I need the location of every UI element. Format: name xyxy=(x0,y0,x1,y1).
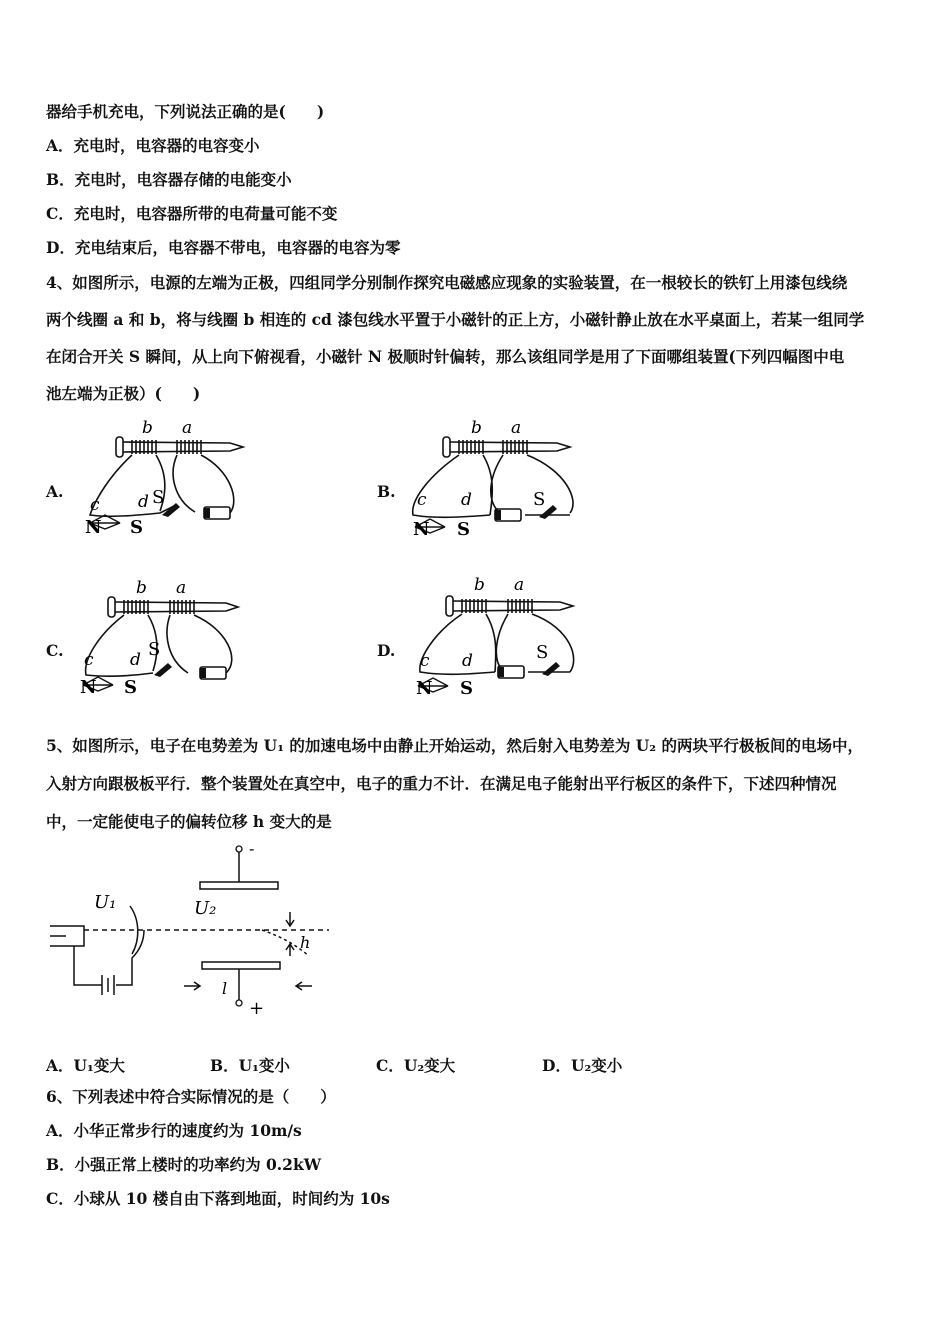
q6-option-b: B．小强正常上楼时的功率约为 0.2kW xyxy=(46,1155,322,1174)
q5-option-b: B．U₁变小 xyxy=(210,1056,290,1075)
fig-a-label-c: c xyxy=(90,495,100,515)
q6-stem: 6、下列表述中符合实际情况的是（ ） xyxy=(46,1087,336,1106)
q6-option-a: A．小华正常步行的速度约为 10m/s xyxy=(46,1121,302,1140)
fig-b-label-s-switch: S xyxy=(533,489,546,510)
fig-c-label-s-switch: S xyxy=(148,639,161,660)
q5-stem-line-3: 中，一定能使电子的偏转位移 h 变大的是 xyxy=(46,812,332,831)
q4-figure-a xyxy=(80,415,250,545)
fig-c-label-d: d xyxy=(130,650,141,670)
fig-b-label-s: S xyxy=(457,519,470,540)
q3-option-c: C．充电时，电容器所带的电荷量可能不变 xyxy=(46,204,338,223)
q3-stem-tail: 器给手机充电，下列说法正确的是( ) xyxy=(46,102,325,121)
fig-d-label-b: b xyxy=(474,575,485,595)
q5-figure-label-minus: - xyxy=(249,840,255,858)
q4-figure-label-a: A. xyxy=(46,482,64,501)
q6-option-c: C．小球从 10 楼自由下落到地面，时间约为 10s xyxy=(46,1189,390,1208)
q5-figure-label-l: l xyxy=(222,979,228,998)
fig-d-label-c: c xyxy=(420,651,430,671)
q4-stem-line-1: 4、如图所示，电源的左端为正极，四组同学分别制作探究电磁感应现象的实验装置，在一根较长的铁钉上用漆包线绕 xyxy=(46,273,848,292)
q4-stem-line-2: 两个线圈 a 和 b，将与线圈 b 相连的 cd 漆包线水平置于小磁针的正上方，小磁针静止放在水平桌面上，若某一组同学 xyxy=(46,310,865,329)
fig-a-label-a: a xyxy=(182,418,193,438)
q5-figure-label-h: h xyxy=(300,933,311,952)
q4-stem-line-3: 在闭合开关 S 瞬间，从上向下俯视看，小磁针 N 极顺时针偏转，那么该组同学是用了下面哪组装置(下列四幅图中电 xyxy=(46,347,845,366)
fig-b-label-d: d xyxy=(461,490,472,510)
q5-option-a: A．U₁变大 xyxy=(46,1056,125,1075)
fig-d-label-s: S xyxy=(460,678,473,699)
q5-stem-line-2: 入射方向跟极板平行．整个装置处在真空中，电子的重力不计．在满足电子能射出平行板区的条件下，下述四种情况 xyxy=(46,774,837,793)
q3-option-a: A．充电时，电容器的电容变小 xyxy=(46,136,260,155)
q4-figure-b xyxy=(405,415,585,545)
fig-c-label-a: a xyxy=(176,578,187,598)
fig-c-label-c: c xyxy=(84,650,94,670)
q4-stem-line-4: 池左端为正极）( ) xyxy=(46,384,201,403)
fig-b-label-c: c xyxy=(417,490,427,510)
fig-d-label-s-switch: S xyxy=(536,642,549,663)
fig-d-label-a: a xyxy=(514,575,525,595)
fig-b-label-n: N xyxy=(413,519,430,540)
fig-b-label-a: a xyxy=(511,418,522,438)
q4-figure-label-d: D. xyxy=(377,641,396,660)
fig-d-label-d: d xyxy=(462,651,473,671)
fig-d-label-n: N xyxy=(416,678,433,699)
fig-a-label-s: S xyxy=(130,517,143,538)
fig-c-label-n: N xyxy=(80,677,97,698)
fig-b-label-b: b xyxy=(471,418,482,438)
q3-option-d: D．充电结束后，电容器不带电，电容器的电容为零 xyxy=(46,238,401,257)
q5-option-d: D．U₂变小 xyxy=(542,1056,623,1075)
q5-figure-label-u1: U₁ xyxy=(94,892,117,913)
q3-option-b: B．充电时，电容器存储的电能变小 xyxy=(46,170,292,189)
q4-figure-c xyxy=(78,575,248,700)
q5-option-c: C．U₂变大 xyxy=(376,1056,456,1075)
q5-figure-label-plus: + xyxy=(249,998,265,1019)
q4-figure-d xyxy=(410,570,585,700)
fig-a-label-n: N xyxy=(85,517,102,538)
fig-c-label-b: b xyxy=(136,578,147,598)
fig-a-label-s-switch: S xyxy=(152,487,165,508)
q5-stem-line-1: 5、如图所示，电子在电势差为 U₁ 的加速电场中由静止开始运动，然后射入电势差为 U₂ 的两块平行极板间的电场中， xyxy=(46,736,863,755)
fig-c-label-s: S xyxy=(124,677,137,698)
q5-figure-label-u2: U₂ xyxy=(194,898,217,919)
q4-figure-label-c: C. xyxy=(46,641,64,660)
fig-a-label-b: b xyxy=(142,418,153,438)
q5-figure xyxy=(44,840,334,1020)
q4-figure-label-b: B. xyxy=(377,482,396,501)
fig-a-label-d: d xyxy=(138,492,149,512)
